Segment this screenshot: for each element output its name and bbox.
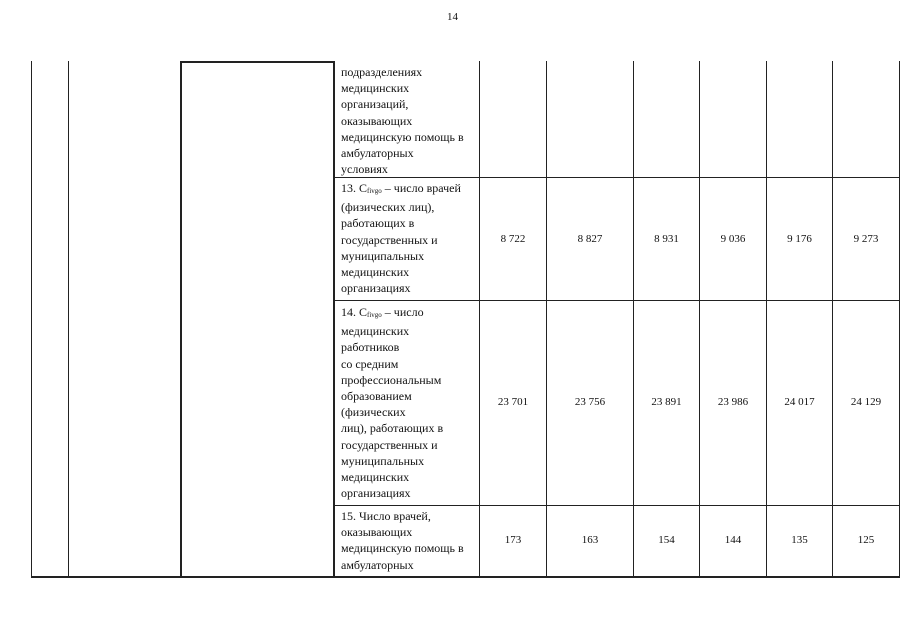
indicator-line: амбулаторных <box>341 557 414 572</box>
table-cell-value: 24 017 <box>784 396 815 408</box>
table-cell-value: 9 273 <box>853 233 879 245</box>
indicator-line: муниципальных <box>341 453 425 468</box>
table-rule <box>832 61 833 576</box>
indicator-line: 15. Число врачей, <box>341 509 431 523</box>
table-cell-value: 154 <box>658 534 675 546</box>
indicator-line: подразделениях <box>341 65 423 79</box>
table-cell-value: 23 986 <box>717 396 749 408</box>
table-rule <box>333 505 900 506</box>
page-number: 14 <box>447 11 458 23</box>
table-rule <box>699 61 700 576</box>
indicator-prefix: 13. С <box>341 181 368 195</box>
indicator-line: со средним <box>341 356 399 371</box>
indicator-line: (физических <box>341 405 406 420</box>
table-rule <box>479 61 480 576</box>
indicator-line: медицинских <box>341 81 410 96</box>
indicator-line: оказывающих <box>341 113 413 128</box>
indicator-line <box>341 304 479 323</box>
table-rule <box>333 300 900 301</box>
indicator-line: организаций, <box>341 97 409 112</box>
table-rule <box>180 61 182 576</box>
indicator-line: образованием <box>341 389 412 404</box>
indicator-line: медицинских <box>341 470 410 485</box>
indicator-line: профессиональным <box>341 372 442 387</box>
indicator-line: медицинских <box>341 324 410 339</box>
table-cell-value: 144 <box>724 534 742 546</box>
indicator-line: государственных и <box>341 232 438 247</box>
table-rule <box>633 61 634 576</box>
table-rule <box>31 576 900 578</box>
indicator-cell <box>341 64 479 177</box>
table-cell-value: 24 129 <box>850 396 882 408</box>
indicator-line: государственных и <box>341 437 438 452</box>
indicator-line <box>341 180 479 199</box>
table-rule <box>31 61 32 576</box>
indicator-line: условиях <box>341 162 388 177</box>
indicator-line: лиц), работающих в <box>341 421 444 436</box>
table-cell-value: 125 <box>857 534 875 546</box>
table-cell-value: 135 <box>791 534 808 546</box>
indicator-line: оказывающих <box>341 525 413 540</box>
indicator-subscript: fivgo <box>367 187 382 195</box>
table-cell-value: 23 756 <box>574 396 606 408</box>
indicator-line: медицинскую помощь в <box>341 541 464 556</box>
indicator-line: (физических лиц), <box>341 200 435 215</box>
table-cell-value: 9 176 <box>787 233 812 245</box>
table-cell-value: 23 891 <box>651 396 682 408</box>
table-rule <box>333 61 335 576</box>
indicator-suffix: – число <box>381 305 424 319</box>
indicator-cell <box>341 180 479 296</box>
indicator-line: амбулаторных <box>341 146 414 161</box>
indicator-line: муниципальных <box>341 248 425 263</box>
table-cell-value: 163 <box>581 534 599 546</box>
indicator-cell <box>341 304 479 501</box>
table-cell-value: 8 827 <box>577 233 603 245</box>
indicator-cell <box>341 508 479 573</box>
indicator-suffix: – число врачей <box>381 181 461 195</box>
table-cell-value: 9 036 <box>720 233 746 245</box>
indicator-line: работников <box>341 340 400 355</box>
table-rule <box>180 61 335 63</box>
indicator-line: медицинскую помощь в <box>341 129 464 144</box>
table-cell-value: 8 931 <box>654 233 679 245</box>
indicator-line: организациях <box>341 281 411 296</box>
table-rule <box>766 61 767 576</box>
indicator-line: медицинских <box>341 265 410 280</box>
table-cell-value: 23 701 <box>497 396 529 408</box>
indicator-prefix: 14. С <box>341 305 368 319</box>
table-rule <box>546 61 547 576</box>
indicator-line: организациях <box>341 486 411 501</box>
table-cell-value: 173 <box>504 534 522 546</box>
table-rule <box>68 61 69 576</box>
table-cell-value: 8 722 <box>500 233 526 245</box>
indicator-line: работающих в <box>341 216 415 231</box>
indicator-subscript: fivgo <box>367 311 382 319</box>
table-rule <box>899 61 900 576</box>
